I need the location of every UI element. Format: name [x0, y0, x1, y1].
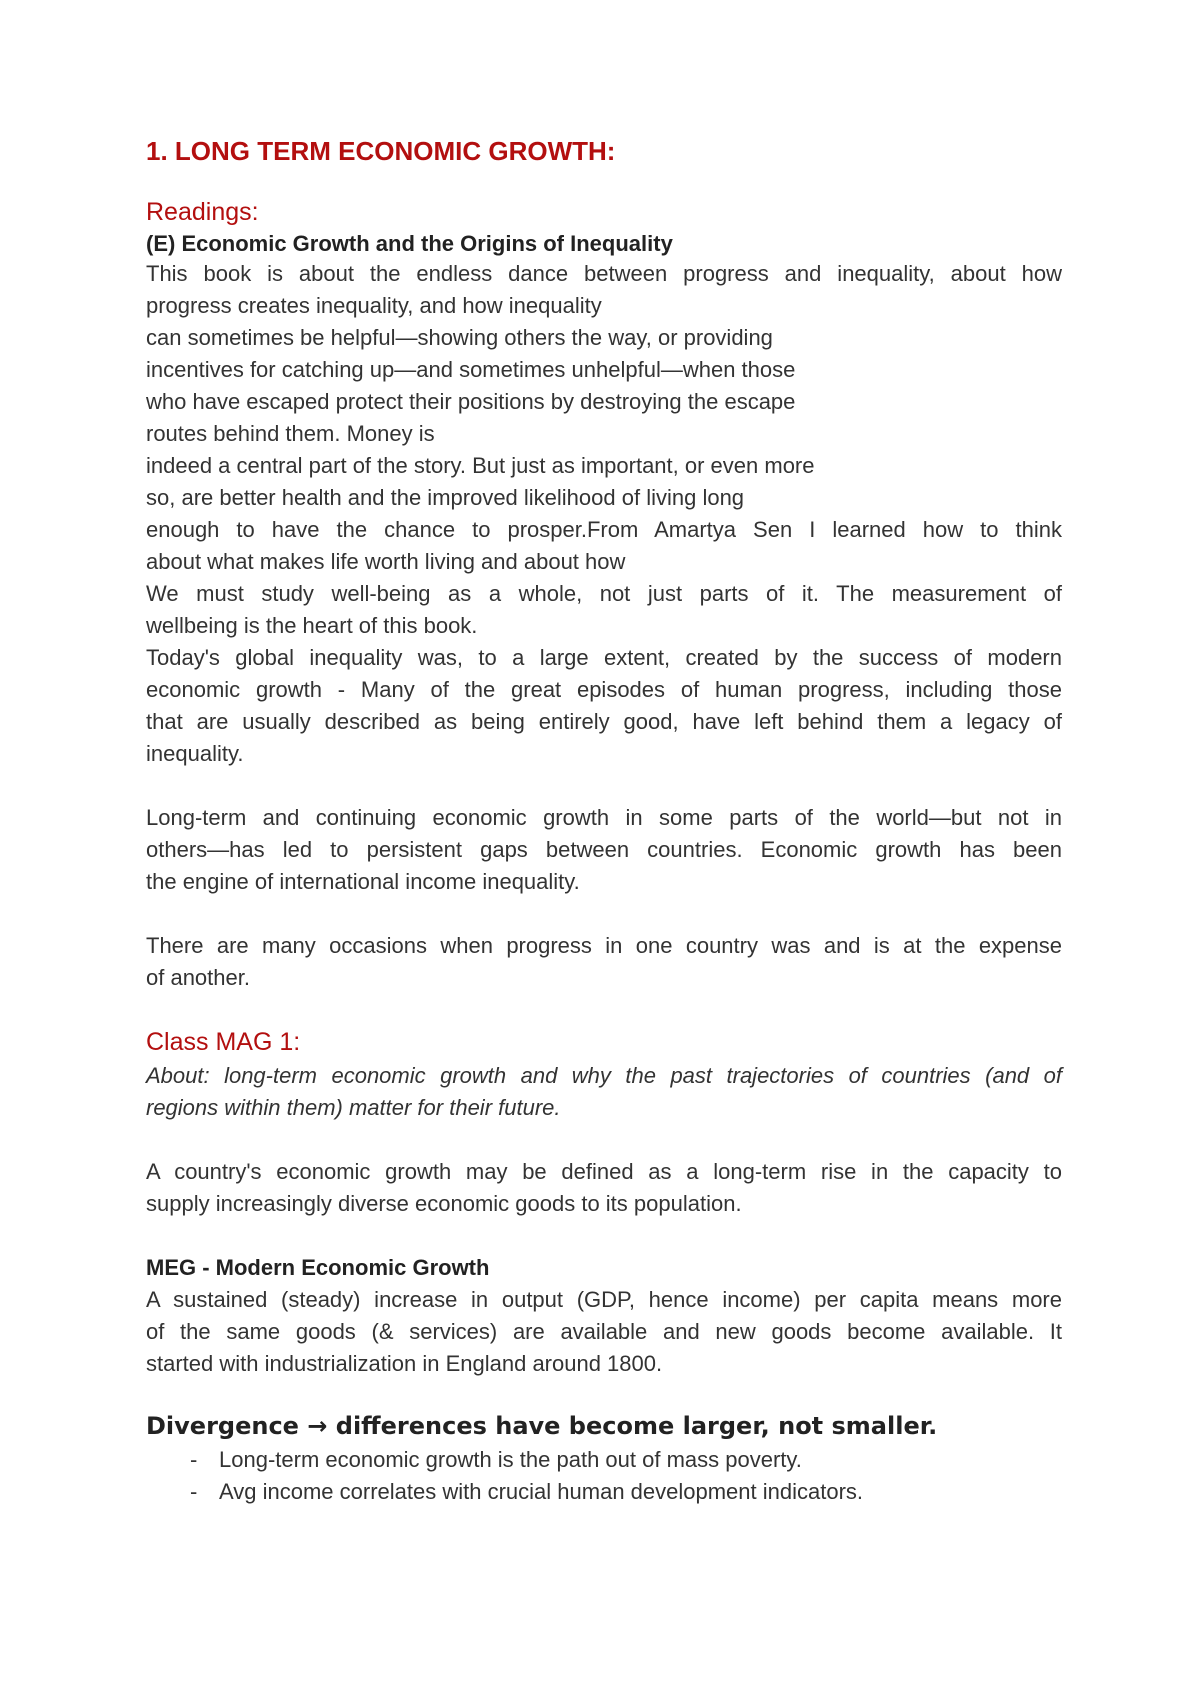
- book-title: (E) Economic Growth and the Origins of Inequality: [146, 231, 673, 256]
- para1-line: routes behind them. Money is: [146, 421, 435, 446]
- para2-line: the engine of international income inequality.: [146, 869, 580, 894]
- para1-line: can sometimes be helpful—showing others the way, or providing: [146, 325, 773, 350]
- bullet-marker: -: [190, 1447, 198, 1472]
- para1-line: about what makes life worth living and about how: [146, 549, 626, 574]
- meg-heading: MEG - Modern Economic Growth: [146, 1255, 490, 1280]
- para1-line: indeed a central part of the story. But just as important, or even more: [146, 453, 815, 478]
- definition-line: A country's economic growth may be defined as a long-term rise in the capacity to: [146, 1159, 1062, 1184]
- divergence-heading: Divergence → differences have become larger, not smaller.: [146, 1412, 938, 1440]
- para1-line: who have escaped protect their positions by destroying the escape: [146, 389, 796, 414]
- list-item: Long-term economic growth is the path out of mass poverty.: [219, 1447, 802, 1472]
- bullet-marker: -: [190, 1479, 198, 1504]
- para1-line: so, are better health and the improved likelihood of living long: [146, 485, 745, 510]
- section-title: 1. LONG TERM ECONOMIC GROWTH:: [146, 136, 616, 166]
- definition-line: supply increasingly diverse economic goods to its population.: [146, 1191, 742, 1216]
- meg-line: started with industrialization in England around 1800.: [146, 1351, 663, 1376]
- para2-line: others—has led to persistent gaps between countries. Economic growth has been: [146, 837, 1062, 862]
- about-line: About: long-term economic growth and why the past trajectories of countries (and of: [146, 1063, 1062, 1088]
- para3-line: There are many occasions when progress in one country was and is at the expense: [146, 933, 1062, 958]
- para1-line: enough to have the chance to prosper.From Amartya Sen I learned how to think: [146, 517, 1062, 542]
- para1-line: inequality.: [146, 741, 244, 766]
- para1-line: incentives for catching up—and sometimes unhelpful—when those: [146, 357, 796, 382]
- para1-line: that are usually described as being entirely good, have left behind them a legacy of: [146, 709, 1062, 734]
- para3-line: of another.: [146, 965, 250, 990]
- para2-line: Long-term and continuing economic growth in some parts of the world—but not in: [146, 805, 1062, 830]
- para1-line: wellbeing is the heart of this book.: [146, 613, 478, 638]
- meg-line: A sustained (steady) increase in output (GDP, hence income) per capita means more: [146, 1287, 1062, 1312]
- readings-heading: Readings:: [146, 198, 259, 226]
- about-line: regions within them) matter for their future.: [146, 1095, 561, 1120]
- list-item: Avg income correlates with crucial human development indicators.: [219, 1479, 864, 1504]
- para1-line: Today's global inequality was, to a large extent, created by the success of modern: [146, 645, 1062, 670]
- para1-line: economic growth - Many of the great episodes of human progress, including those: [146, 677, 1062, 702]
- class-mag-heading: Class MAG 1:: [146, 1028, 301, 1056]
- para1-line: progress creates inequality, and how inequality: [146, 293, 602, 318]
- meg-line: of the same goods (& services) are available and new goods become available. It: [146, 1319, 1062, 1344]
- para1-line: We must study well-being as a whole, not just parts of it. The measurement of: [146, 581, 1062, 606]
- para1-line: This book is about the endless dance between progress and inequality, about how: [146, 261, 1062, 286]
